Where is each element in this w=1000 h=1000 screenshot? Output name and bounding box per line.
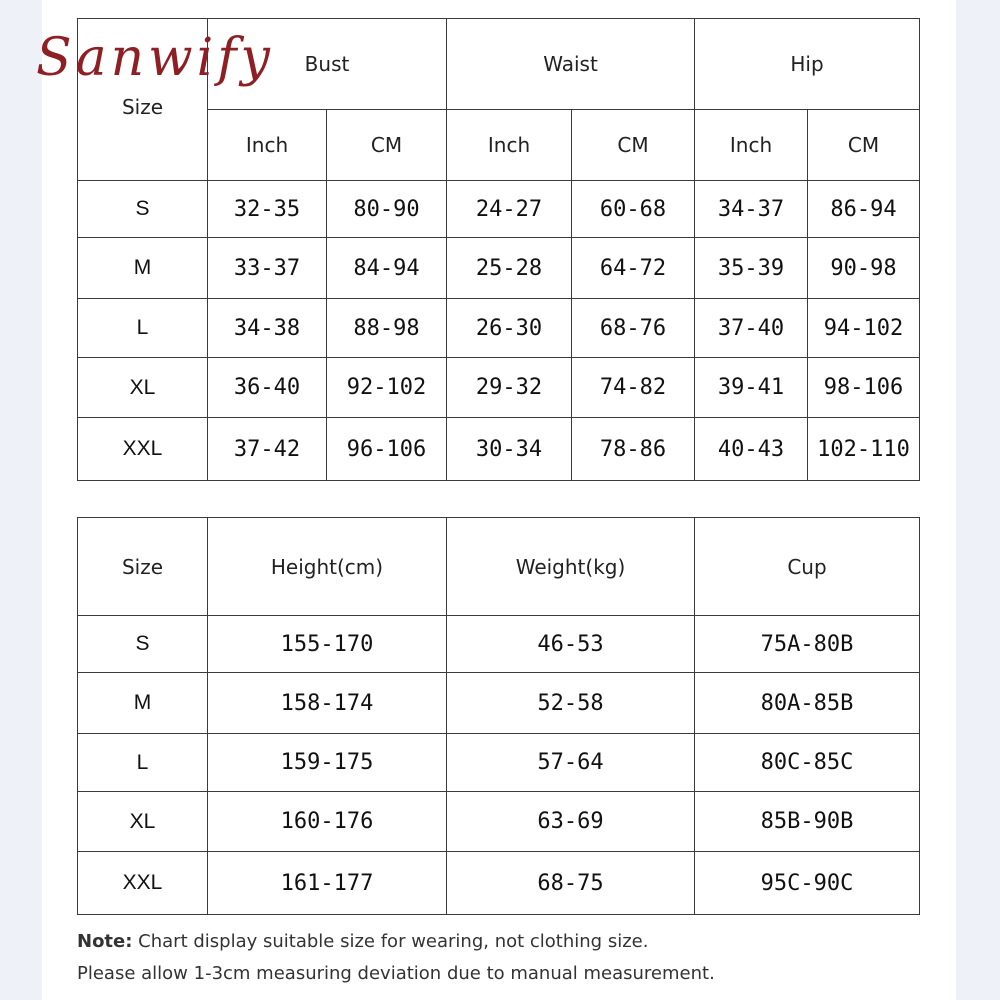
hip-cm-cell: 98-106 [808,358,920,418]
bust-cm-cell: 80-90 [327,181,447,238]
table-row [78,358,920,418]
bust-cm-cell: 92-102 [327,358,447,418]
waist-inch-cell: 29-32 [447,358,572,418]
height-cell: 161-177 [208,852,447,915]
waist-inch-cell: 26-30 [447,299,572,358]
measurements-table [77,18,920,481]
bust-cm-cell: 96-106 [327,418,447,481]
table-row [78,673,920,734]
hip-cm-cell: 102-110 [808,418,920,481]
unit-header: Inch [447,110,572,181]
waist-group-header: Waist [447,19,695,110]
note-text [77,926,957,990]
height-cell: 155-170 [208,616,447,673]
table-row [78,238,920,299]
hip-inch-cell: 40-43 [695,418,808,481]
weight-cell: 68-75 [447,852,695,915]
bust-group-header: Bust [208,19,447,110]
height-cell: 159-175 [208,734,447,792]
bust-inch-cell: 34-38 [208,299,327,358]
hip-inch-cell: 34-37 [695,181,808,238]
bust-inch-cell: 33-37 [208,238,327,299]
height-cell: 158-174 [208,673,447,734]
weight-cell: 46-53 [447,616,695,673]
cup-cell: 95C-90C [695,852,920,915]
size-cell: M [78,238,208,299]
waist-cm-cell: 64-72 [572,238,695,299]
table-row [78,418,920,481]
table-row [78,792,920,852]
table-row [78,852,920,915]
table-row [78,734,920,792]
bust-inch-cell: 37-42 [208,418,327,481]
weight-column-header: Weight(kg) [447,518,695,616]
waist-cm-cell: 60-68 [572,181,695,238]
unit-header: Inch [695,110,808,181]
note-line-1-text: Chart display suitable size for wearing, not clothing size. [132,931,649,952]
hip-cm-cell: 90-98 [808,238,920,299]
bust-cm-cell: 88-98 [327,299,447,358]
hip-cm-cell: 94-102 [808,299,920,358]
bust-inch-cell: 32-35 [208,181,327,238]
size-cell: M [78,673,208,734]
bust-cm-cell: 84-94 [327,238,447,299]
table-row [78,616,920,673]
note-line-2: Please allow 1-3cm measuring deviation due to manual measurement. [77,963,715,984]
table-row [78,299,920,358]
size-cell: S [78,181,208,238]
note-line-1 [77,926,957,958]
hip-cm-cell: 86-94 [808,181,920,238]
size-cell: XL [78,792,208,852]
hip-inch-cell: 37-40 [695,299,808,358]
size-cell: XXL [78,852,208,915]
weight-cell: 63-69 [447,792,695,852]
fit-table [77,517,920,915]
size-column-header: Size [78,19,208,181]
unit-header: CM [808,110,920,181]
fit-header-row [78,518,920,616]
weight-cell: 57-64 [447,734,695,792]
waist-inch-cell: 30-34 [447,418,572,481]
note-label: Note: [77,931,133,952]
waist-cm-cell: 74-82 [572,358,695,418]
height-column-header: Height(cm) [208,518,447,616]
cup-cell: 80C-85C [695,734,920,792]
height-cell: 160-176 [208,792,447,852]
brand-logo: Sanwify [36,28,274,88]
weight-cell: 52-58 [447,673,695,734]
waist-cm-cell: 78-86 [572,418,695,481]
unit-header: CM [572,110,695,181]
size-cell: S [78,616,208,673]
size-cell: L [78,734,208,792]
cup-column-header: Cup [695,518,920,616]
cup-cell: 85B-90B [695,792,920,852]
hip-inch-cell: 35-39 [695,238,808,299]
hip-group-header: Hip [695,19,920,110]
waist-cm-cell: 68-76 [572,299,695,358]
size-cell: L [78,299,208,358]
size-cell: XL [78,358,208,418]
cup-cell: 80A-85B [695,673,920,734]
table-row [78,181,920,238]
unit-header: Inch [208,110,327,181]
waist-inch-cell: 24-27 [447,181,572,238]
waist-inch-cell: 25-28 [447,238,572,299]
size-column-header: Size [78,518,208,616]
hip-inch-cell: 39-41 [695,358,808,418]
size-cell: XXL [78,418,208,481]
bust-inch-cell: 36-40 [208,358,327,418]
unit-header: CM [327,110,447,181]
cup-cell: 75A-80B [695,616,920,673]
